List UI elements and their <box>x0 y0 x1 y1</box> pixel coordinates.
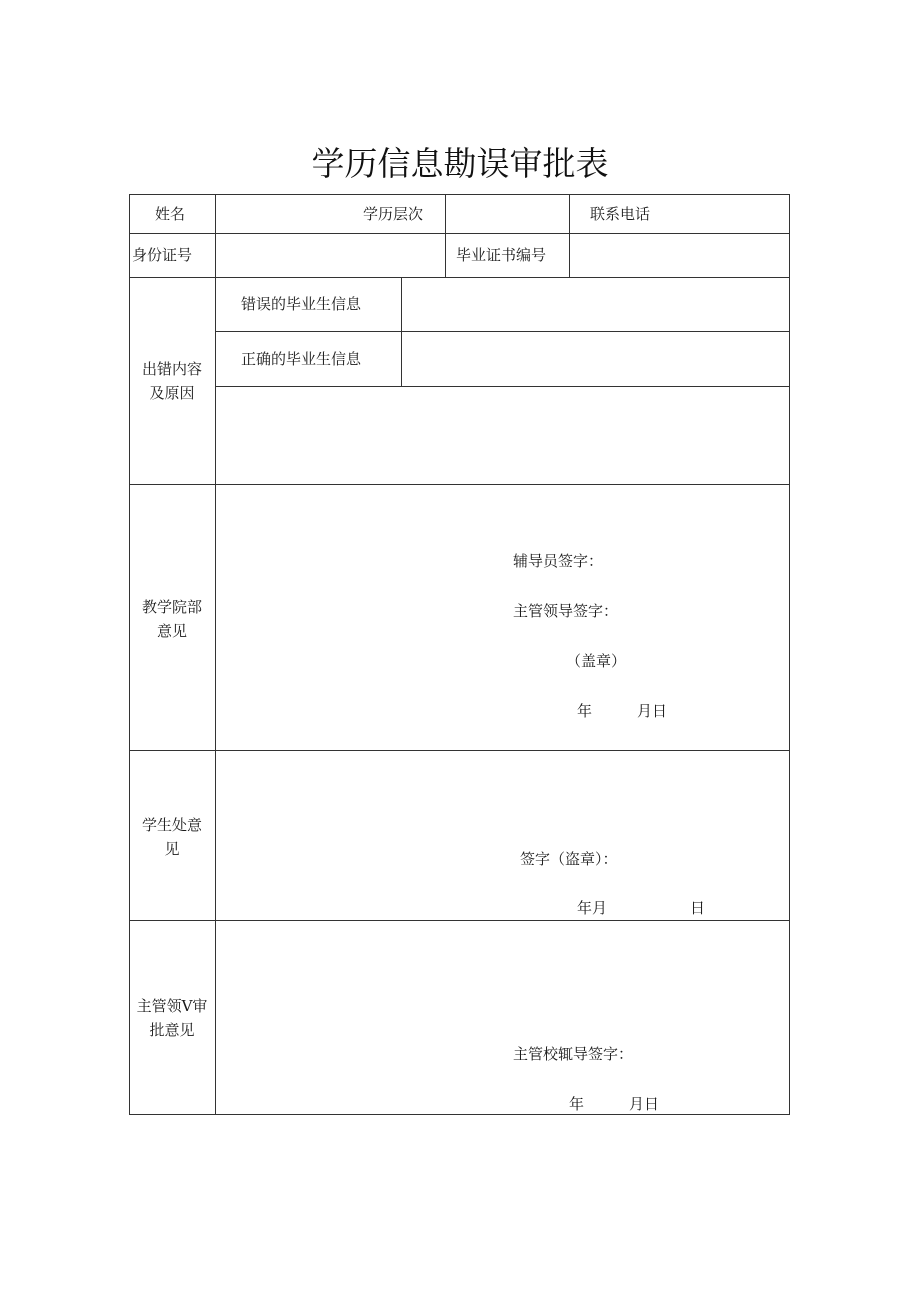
id-number-label: 身份证号 <box>132 246 193 264</box>
error-section-label-line1: 出错内容 <box>141 360 202 378</box>
vice-principal-signature: 主管校辄导签字： <box>513 1045 634 1063</box>
college-opinion-label <box>129 595 215 643</box>
form-title: 学历信息勘误审批表 <box>311 144 609 183</box>
leader-signature: 主管领导签字： <box>513 602 619 620</box>
wrong-info-label: 错误的毕业生信息 <box>241 295 362 313</box>
student-office-label-line2: 见 <box>164 840 180 858</box>
date-year-month: 年月 <box>577 899 608 917</box>
student-office-label <box>129 813 215 861</box>
edu-level-label: 学历层次 <box>363 205 424 223</box>
error-reason-field[interactable] <box>216 387 789 484</box>
leader-opinion-field[interactable] <box>216 921 789 1114</box>
name-field[interactable] <box>216 195 356 233</box>
date-day: 日 <box>690 899 706 917</box>
name-label: 姓名 <box>155 205 186 223</box>
college-opinion-field[interactable] <box>216 485 789 750</box>
edu-level-field[interactable] <box>446 195 569 233</box>
student-office-signature: 签字（盗章）： <box>520 850 618 868</box>
college-opinion-label-line2: 意见 <box>156 622 187 640</box>
date-month-day: 月日 <box>629 1095 660 1113</box>
date-month-day: 月日 <box>637 702 668 720</box>
leader-approval-label-line1: 主管领V审 <box>136 997 208 1015</box>
leader-approval-label-line2: 批意见 <box>149 1021 195 1039</box>
error-section-label-line2: 及原因 <box>149 384 195 402</box>
cert-number-field[interactable] <box>570 234 789 277</box>
correct-info-label: 正确的毕业生信息 <box>241 350 362 368</box>
date-year: 年 <box>577 702 593 720</box>
wrong-info-field[interactable] <box>402 278 789 331</box>
error-section-label <box>129 357 215 405</box>
phone-field[interactable] <box>660 195 789 233</box>
student-office-label-line1: 学生处意 <box>141 816 202 834</box>
correct-info-field[interactable] <box>402 332 789 386</box>
phone-label: 联系电话 <box>590 205 651 223</box>
date-year: 年 <box>569 1095 585 1113</box>
counselor-signature: 辅导员签字： <box>513 552 604 570</box>
seal-note: （盖章） <box>566 652 627 670</box>
student-office-opinion-field[interactable] <box>216 751 789 920</box>
college-opinion-label-line1: 教学院部 <box>141 598 202 616</box>
leader-approval-label <box>129 994 215 1042</box>
cert-number-label: 毕业证书编号 <box>456 246 547 264</box>
id-number-field[interactable] <box>216 234 445 277</box>
